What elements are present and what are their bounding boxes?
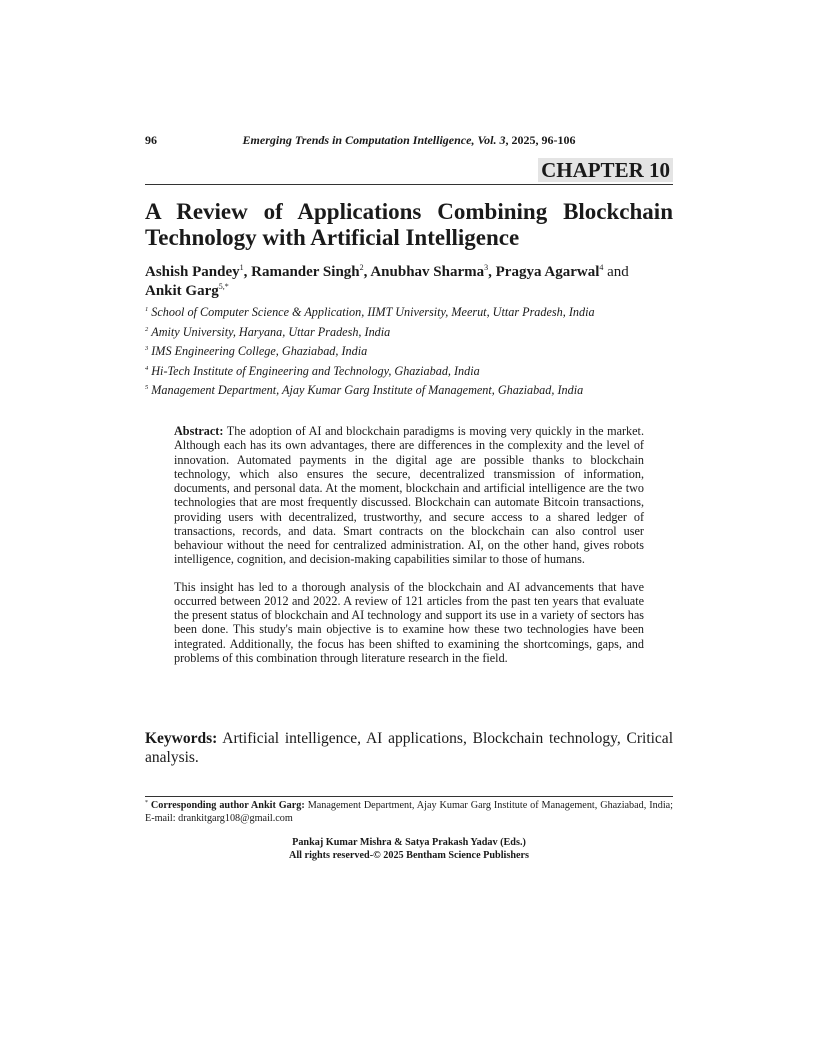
chapter-label: CHAPTER 10 bbox=[538, 158, 673, 182]
abstract-block bbox=[174, 424, 644, 665]
affiliation-marker: 2 bbox=[145, 325, 149, 333]
abstract-label: Abstract: bbox=[174, 424, 224, 438]
footnote-divider bbox=[145, 796, 673, 797]
journal-name: Emerging Trends in Computation Intelligence, Vol. 3 bbox=[242, 133, 506, 147]
author-affiliation-marker: 1 bbox=[239, 263, 244, 272]
affiliation-marker: 1 bbox=[145, 306, 149, 313]
affiliation-item bbox=[145, 323, 685, 343]
keywords-text: Artificial intelligence, AI applications, Blockchain technology, Critical analysis. bbox=[145, 730, 673, 766]
author-affiliation-marker: 2 bbox=[359, 263, 364, 272]
abstract-paragraph bbox=[174, 424, 644, 567]
article-title bbox=[145, 199, 673, 251]
affiliation-text: School of Computer Science & Application, IIMT University, Meerut, Uttar Pradesh, India bbox=[151, 305, 595, 319]
copyright-line: All rights reserved-© 2025 Bentham Science Publishers bbox=[288, 849, 530, 861]
running-header bbox=[145, 133, 673, 149]
affiliation-text: IMS Engineering College, Ghaziabad, India bbox=[151, 344, 368, 358]
affiliation-text: Management Department, Ajay Kumar Garg Institute of Management, Ghaziabad, India bbox=[151, 383, 584, 397]
author-name: Ramander Singh bbox=[251, 264, 360, 280]
journal-volume-pages: , 2025, 96-106 bbox=[505, 133, 576, 147]
affiliation-marker: 3 bbox=[145, 345, 149, 352]
affiliation-marker: 5 bbox=[145, 384, 149, 391]
publisher-info bbox=[145, 837, 673, 862]
affiliation-marker: 4 bbox=[145, 364, 149, 372]
footnote-label: Corresponding author Ankit Garg: bbox=[148, 800, 305, 811]
footnote-text: Management Department, Ajay Kumar Garg Institute of Management, Ghaziabad, India; E-mail: drankitgarg108@gmail.com bbox=[145, 800, 673, 824]
affiliation-text: Amity University, Haryana, Uttar Pradesh, India bbox=[151, 324, 391, 339]
affiliation-list bbox=[145, 303, 685, 401]
affiliation-item bbox=[145, 362, 685, 382]
author-affiliation-marker: 3 bbox=[484, 263, 489, 272]
affiliation-text: Hi-Tech Institute of Engineering and Technology, Ghaziabad, India bbox=[151, 363, 480, 378]
author-affiliation-marker: 5,* bbox=[218, 282, 229, 291]
keywords bbox=[145, 729, 673, 767]
editors-line: Pankaj Kumar Mishra & Satya Prakash Yadav (Eds.) bbox=[292, 837, 526, 848]
author-affiliation-marker: 4 bbox=[599, 263, 604, 272]
chapter-heading-rule bbox=[145, 158, 673, 185]
title-line-1: A Review of Applications Combining Blockchain bbox=[145, 199, 673, 224]
author-name: Pragya Agarwal bbox=[495, 264, 600, 280]
abstract-text: The adoption of AI and blockchain paradigms is moving very quickly in the market. Although each has its own advantages, there are differences in the complexity and the level of innovation. Automated payments in the digital age are possible thanks to blockchain technology, which also ensures the secure, decentralized transmission of information, documents, and personal data. At the moment, blockchain and artificial intelligence are the two technologies that are most frequently discussed. Blockchain can automate Bitcoin transactions, providing users with decentralized, trustworthy, and secure access to a shared ledger of transactions, records, and data. Smart contracts on the blockchain can also control user behaviour without the need for centralized administration. AI, on the other hand, gives robots intelligence, cognition, and decision-making capabilities similar to those of humans. bbox=[174, 424, 644, 567]
journal-citation bbox=[145, 133, 673, 148]
corresponding-author-footnote bbox=[145, 799, 673, 825]
page-number: 96 bbox=[145, 133, 157, 147]
author-name: Ankit Garg bbox=[145, 283, 219, 299]
affiliation-item bbox=[145, 303, 685, 323]
affiliation-item bbox=[145, 381, 685, 401]
author-separator: , bbox=[363, 264, 371, 280]
title-line-2: Technology with Artificial Intelligence bbox=[145, 225, 520, 250]
footnote-marker: * bbox=[145, 800, 148, 806]
author-name: Anubhav Sharma bbox=[370, 264, 485, 280]
author-name: Ashish Pandey bbox=[145, 264, 240, 280]
affiliation-item bbox=[145, 342, 685, 362]
author-list bbox=[145, 263, 673, 301]
abstract-paragraph: This insight has led to a thorough analysis of the blockchain and AI advancements that have occurred between 2012 and 2022. A review of 121 articles from the past ten years that evaluate the present status of blockchain and AI technology and support its use in a variety of sectors has been done. This study's main objective is to examine how these two technologies have been integrated. Additionally, the focus has been shifted to examining the shortcomings, gaps, and problems of this combination through literature research in the field. bbox=[174, 579, 644, 665]
keywords-label: Keywords: bbox=[145, 730, 218, 747]
author-separator: and bbox=[603, 264, 629, 280]
author-separator: , bbox=[243, 264, 252, 280]
author-separator: , bbox=[488, 264, 496, 280]
